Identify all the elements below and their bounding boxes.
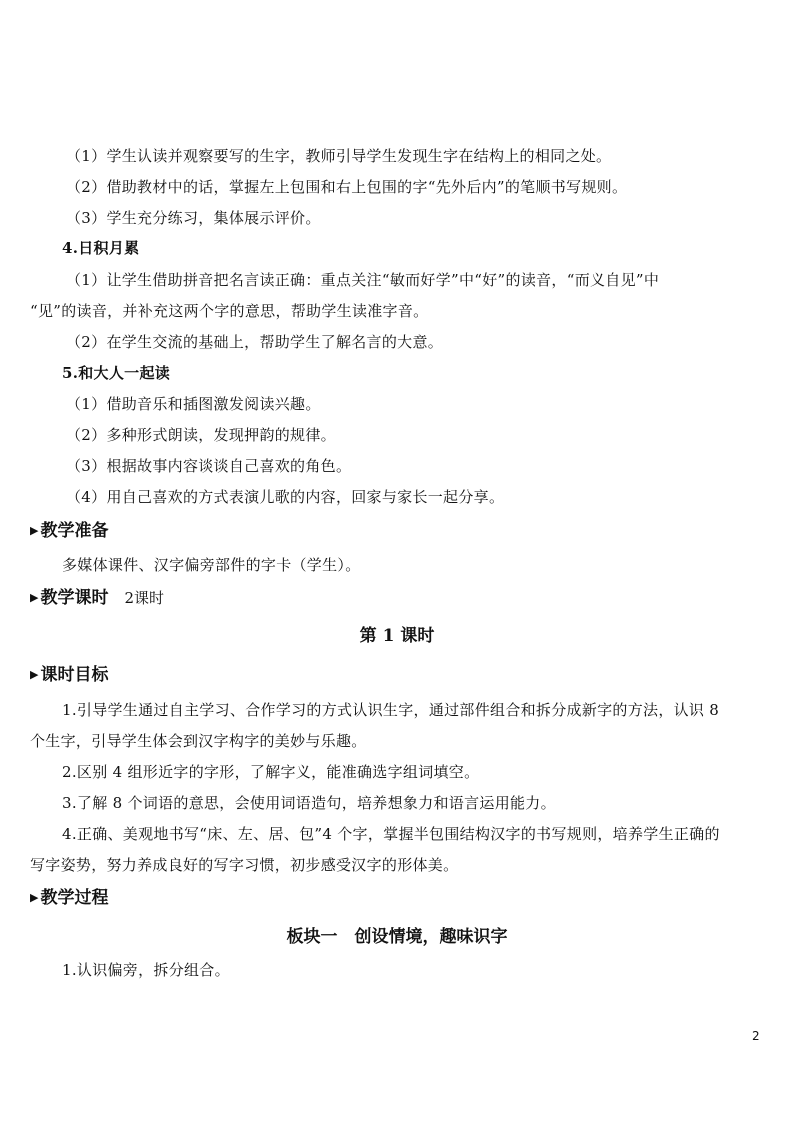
section-heading-read-with-adults: 5.和大人一起读 bbox=[62, 364, 171, 382]
section-header-teaching-hours bbox=[30, 587, 164, 609]
step-item: （4）用自己喜欢的方式表演儿歌的内容，回家与家长一起分享。 bbox=[66, 488, 505, 506]
step-item-continuation: “见”的读音，并补充这两个字的意思，帮助学生读准字音。 bbox=[30, 302, 429, 320]
section-title: 教学课时 bbox=[40, 588, 109, 608]
triangle-bullet-icon: ▶ bbox=[30, 524, 39, 537]
goal-item: 1.引导学生通过自主学习、合作学习的方式认识生字，通过部件组合和拆分成新字的方法，认识 8 bbox=[62, 701, 720, 719]
block-title: 板块一 创设情境，趣味识字 bbox=[286, 927, 508, 947]
goal-item-continuation: 写字姿势，努力养成良好的写字习惯，初步感受汉字的形体美。 bbox=[30, 856, 459, 874]
step-item: （1）借助音乐和插图激发阅读兴趣。 bbox=[66, 395, 321, 413]
section-header-teaching-process bbox=[30, 887, 108, 909]
hours-value: 2课时 bbox=[124, 589, 165, 607]
section-heading-daily-accumulation: 4.日积月累 bbox=[62, 239, 140, 257]
section-title: 教学过程 bbox=[40, 888, 109, 908]
goal-item-continuation: 个生字，引导学生体会到汉字构字的美妙与乐趣。 bbox=[30, 732, 367, 750]
process-step: 1.认识偏旁，拆分组合。 bbox=[62, 961, 230, 979]
goal-item: 3.了解 8 个词语的意思，会使用词语造句，培养想象力和语言运用能力。 bbox=[62, 794, 556, 812]
lesson-title: 第 1 课时 bbox=[359, 626, 435, 646]
step-item: （3）学生充分练习，集体展示评价。 bbox=[66, 209, 321, 227]
step-item: （2）借助教材中的话，掌握左上包围和右上包围的字“先外后内”的笔顺书写规则。 bbox=[66, 178, 628, 196]
section-title: 教学准备 bbox=[40, 521, 109, 541]
step-item: （2）在学生交流的基础上，帮助学生了解名言的大意。 bbox=[66, 333, 444, 351]
triangle-bullet-icon: ▶ bbox=[30, 591, 39, 604]
section-header-lesson-goals bbox=[30, 664, 108, 686]
triangle-bullet-icon: ▶ bbox=[30, 668, 39, 681]
step-item: （1）学生认读并观察要写的生字，教师引导学生发现生字在结构上的相同之处。 bbox=[66, 147, 612, 165]
step-item: （2）多种形式朗读，发现押韵的规律。 bbox=[66, 426, 336, 444]
triangle-bullet-icon: ▶ bbox=[30, 891, 39, 904]
goal-item: 2.区别 4 组形近字的字形，了解字义，能准确选字组词填空。 bbox=[62, 763, 480, 781]
page-number: 2 bbox=[752, 1029, 760, 1043]
section-title: 课时目标 bbox=[40, 665, 109, 685]
section-header-teaching-prep bbox=[30, 520, 108, 542]
step-item: （3）根据故事内容谈谈自己喜欢的角色。 bbox=[66, 457, 352, 475]
prep-text: 多媒体课件、汉字偏旁部件的字卡（学生）。 bbox=[62, 556, 361, 574]
goal-item: 4.正确、美观地书写“床、左、居、包”4 个字，掌握半包围结构汉字的书写规则，培养学生正确的 bbox=[62, 825, 720, 843]
step-item: （1）让学生借助拼音把名言读正确：重点关注“敏而好学”中“好”的读音，“而义自见”中 bbox=[66, 271, 660, 289]
